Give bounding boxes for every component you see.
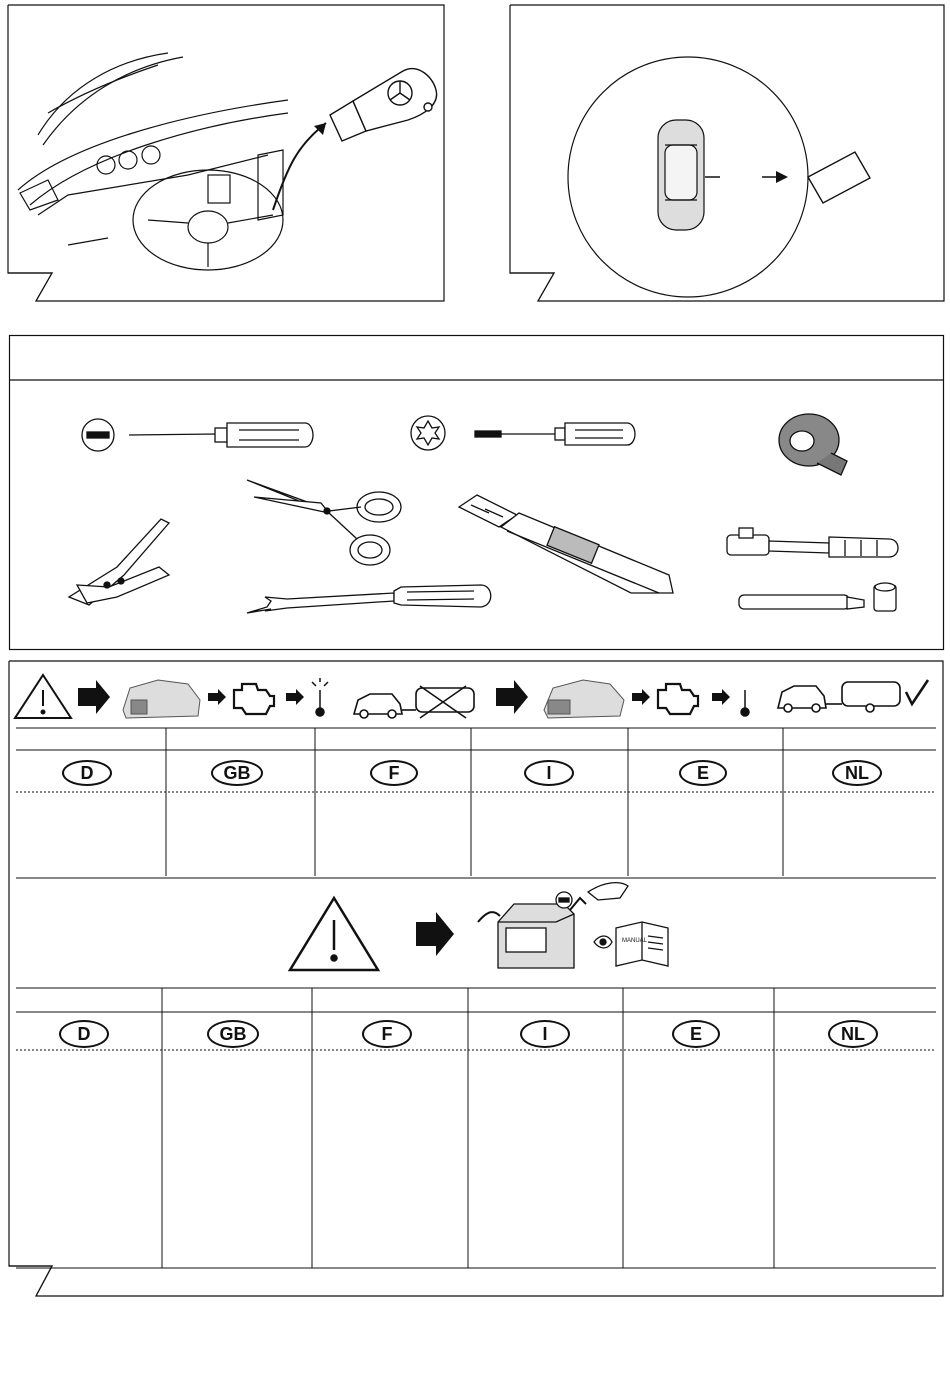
ratchet-icon <box>727 528 898 557</box>
lang-badge-gb: GB <box>207 1020 259 1048</box>
manual-label: MANUAL <box>622 938 648 944</box>
car-front-icon <box>123 680 200 718</box>
lang-badge-e: E <box>679 760 727 786</box>
insulating-tape-icon <box>779 414 847 475</box>
arrow-icon <box>78 680 110 714</box>
crimping-pliers-icon <box>69 519 169 605</box>
flat-screwdriver-icon <box>82 419 313 451</box>
lang-badge-gb: GB <box>211 760 263 786</box>
lang-badge-f: F <box>362 1020 412 1048</box>
utility-knife-icon <box>459 495 673 593</box>
lang-badge-nl: NL <box>828 1020 878 1048</box>
lang-badge-i: I <box>520 1020 570 1048</box>
manual-icon <box>616 922 668 966</box>
towing-section <box>8 660 944 1300</box>
battery-icon <box>478 904 574 968</box>
towing-crossed-icon <box>354 686 474 718</box>
scissors-icon <box>247 480 401 565</box>
key-icon <box>330 69 437 141</box>
thermometer-icon <box>312 678 328 716</box>
lang-badge-d: D <box>62 760 112 786</box>
trim-removal-tool-icon <box>247 585 491 613</box>
extension-socket-icon <box>739 583 896 611</box>
lang-badge-i: I <box>524 760 574 786</box>
eye-icon <box>594 936 612 948</box>
dashboard-icon <box>18 53 288 270</box>
lang-badge-f: F <box>370 760 418 786</box>
towing-check-icon <box>778 680 928 712</box>
torx-screwdriver-icon <box>411 416 635 450</box>
car-topview-icon <box>658 120 704 230</box>
lang-badge-e: E <box>672 1020 720 1048</box>
tools-panel <box>9 335 944 650</box>
warning-icon <box>15 675 71 718</box>
engine-icon <box>234 684 274 714</box>
lang-badge-nl: NL <box>832 760 882 786</box>
card-panel <box>510 5 946 303</box>
card-icon <box>808 152 870 203</box>
lang-badge-d: D <box>59 1020 109 1048</box>
minus-terminal-icon <box>556 883 628 910</box>
dashboard-panel <box>8 5 444 303</box>
